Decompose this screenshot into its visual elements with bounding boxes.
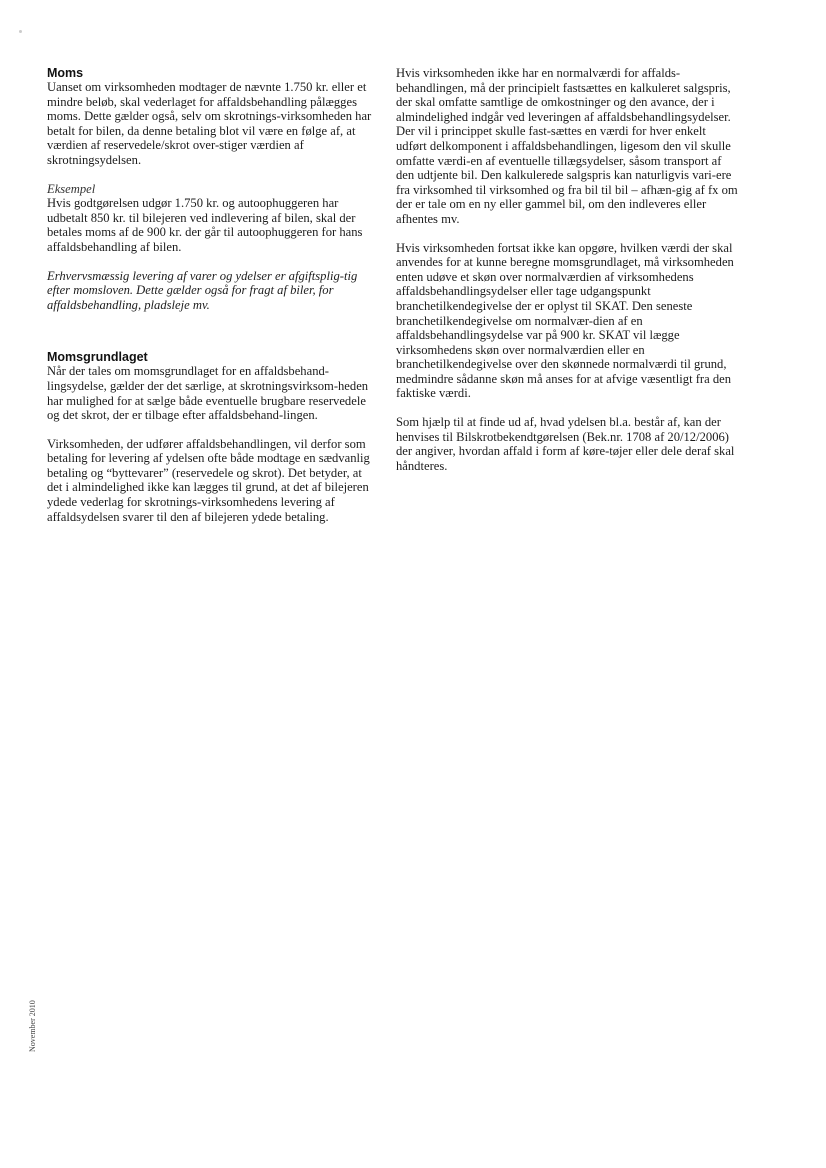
virksomheden-paragraph: Virksomheden, der udfører affaldsbehandlingen, vil derfor som betaling for levering af ydelsen ofte både modtage en sædvanlig betaling og “byttevarer” (reservedele og skrot). Det betyder, at det i almindelighed ikke kan lægges til grund, at det af bilejeren ydede vederlag for skrotnings-virksomhedens levering af affaldsydelsen svarer til den af bilejeren ydede betaling. [47,436,370,524]
example-label: Eksempel [47,181,96,196]
bilskrot-paragraph: Som hjælp til at finde ud af, hvad ydelsen bl.a. består af, kan der henvises til Bilskrotbekendtgørelsen (Bek.nr. 1708 af 20/12/2006) der angiver, hvordan affald i form af køre-tøjer eller dele deraf skal håndteres. [396,415,735,473]
skoen-paragraph: Hvis virksomheden fortsat ikke kan opgøre, hvilken værdi der skal anvendes for at kunne beregne momsgrundlaget, må virksomheden enten udøve et skøn over normalværdien af virksomhedens affaldsbehandlingsydelser eller tage udgangspunkt branchetilkendegivelse der er oplyst til SKAT. Den seneste branchetilkendegivelse om normalvær-dien af en affaldsbehandlingsydelse var på 900 kr. SKAT vil lægge virksomhedens skøn over normalværdien eller en branchetilkendegivelse over den skønnede normalværdi til grund, medmindre sådanne skøn må anses for at afvige væsentligt fra den faktiske værdi. [396,240,734,401]
left-column [47,66,379,524]
vat-liability-note: Erhvervsmæssig levering af varer og ydelser er afgiftsplig-tig efter momsloven. Dette gælder også for fragt af biler, for affaldsbehandling, pladsleje mv. [47,268,358,312]
normalvaerdi-paragraph: Hvis virksomheden ikke har en normalværdi for affalds-behandlingen, må der principielt fastsættes en kalkuleret salgspris, der skal omfatte samtlige de omkostninger og den avance, der i almindelighed indgår ved leveringen af affaldsbehandlingsydelser. Der vil i princippet skulle fast-sættes en værdi for hver enkelt udført delkomponent i affaldsbehandlingen, ligesom den vil skulle omfatte værdi-en af eventuelle tillægsydelser, såsom transport af den udtjente bil. Den kalkulerede salgspris kan naturligvis vari-ere fra virksomhed til virksomhed og fra bil til bil – afhæn-gig af fx om der er tale om en ny eller gammel bil, om den indleveres eller afhentes mv. [396,66,738,226]
momsgrundlaget-paragraph: Når der tales om momsgrundlaget for en affaldsbehand-lingsydelse, gælder der det særlige, at skrotningsvirksom-heden har mulighed for at sælge både eventuelle brugbare reservedele og det skrot, der er tilbage efter affaldsbehand-lingen. [47,364,369,423]
momsgrundlaget-heading: Momsgrundlaget [47,350,148,365]
moms-paragraph: Uanset om virksomheden modtager de nævnte 1.750 kr. eller et mindre beløb, skal vederlaget for affaldsbehandling pålægges moms. Dette gælder også, selv om skrotnings-virksomheden har betalt for bilen, da denne betaling blot vil være en følge af, at værdien af reservedele/skrot over-stiger værdien af skrotningsydelsen. [47,80,372,167]
footer-date: November 2010 [28,1000,37,1052]
right-column [396,66,738,473]
example-paragraph: Hvis godtgørelsen udgør 1.750 kr. og autoophuggeren har udbetalt 850 kr. til bilejeren ved indlevering af bilen, skal der betales moms af de 900 kr. der går til autoophuggeren for hans affaldsbehandling af bilen. [47,196,363,254]
moms-heading: Moms [47,66,84,80]
scan-mark [19,30,22,33]
